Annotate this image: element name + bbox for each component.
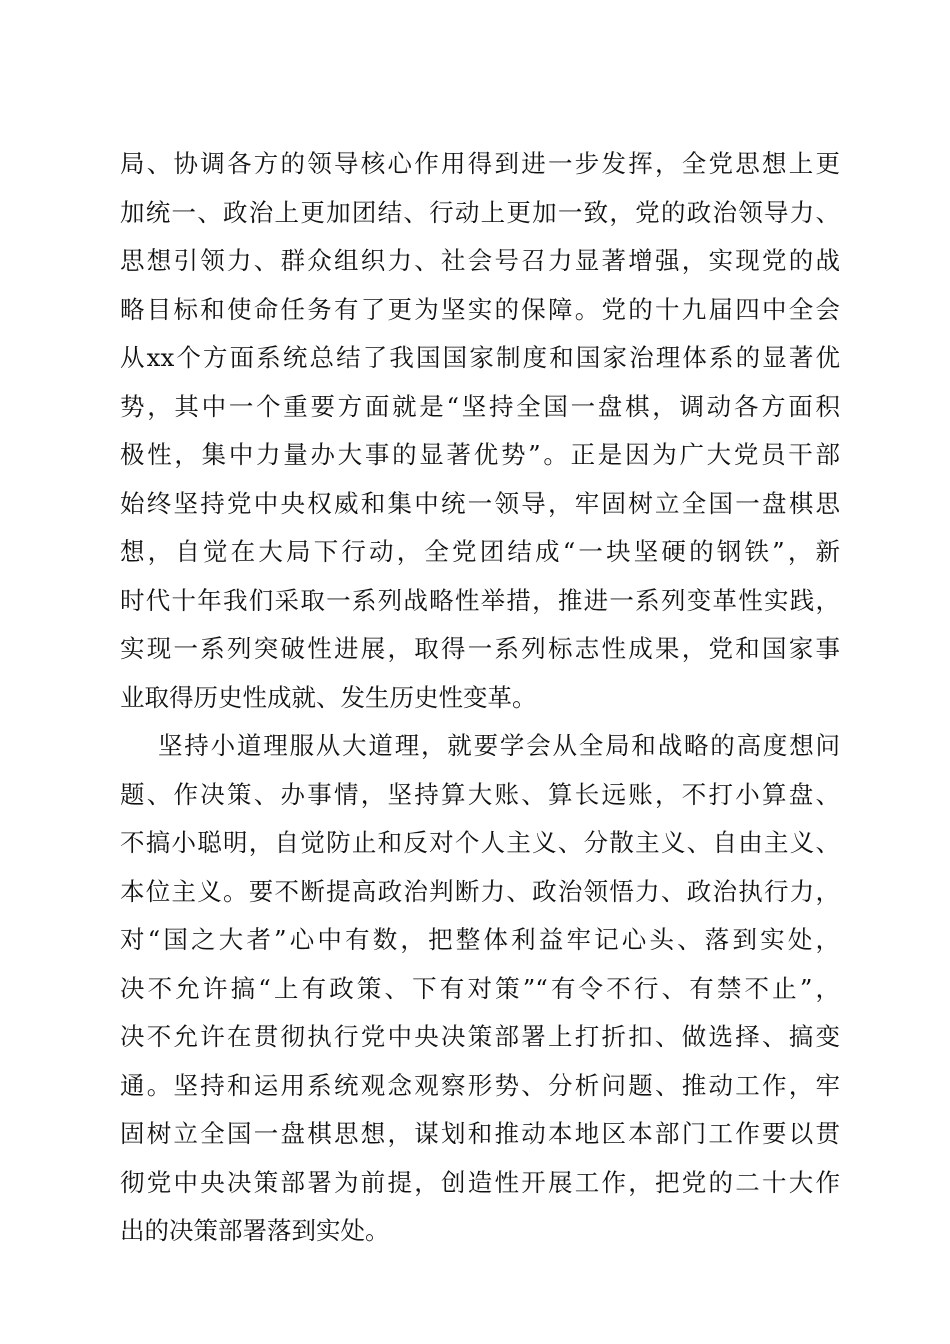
paragraph-line: 本位主义。要不断提高政治判断力、政治领悟力、政治执行力，	[120, 876, 840, 906]
paragraph-line: 势，其中一个重要方面就是“坚持全国一盘棋，调动各方面积	[120, 391, 840, 421]
paragraph-line: 极性，集中力量办大事的显著优势”。正是因为广大党员干部	[120, 440, 840, 469]
paragraph-2	[120, 722, 840, 1256]
paragraph-line: 局、协调各方的领导核心作用得到进一步发挥，全党思想上更	[120, 149, 840, 178]
paragraph-1	[120, 140, 840, 722]
paragraph-line: 想，自觉在大局下行动，全党团结成“一块坚硬的钢铁”，新	[120, 537, 840, 566]
paragraph-line: 彻党中央决策部署为前提，创造性开展工作，把党的二十大作	[120, 1167, 840, 1197]
paragraph-line: 业取得历史性成就、发生历史性变革。	[120, 682, 537, 712]
paragraph-line: 题、作决策、办事情，坚持算大账、算长远账，不打小算盘、	[120, 779, 840, 809]
paragraph-line: 通。坚持和运用系统观念观察形势、分析问题、推动工作，牢	[120, 1070, 840, 1100]
paragraph-line: 思想引领力、群众组织力、社会号召力显著增强，实现党的战	[120, 246, 840, 275]
paragraph-line: 出的决策部署落到实处。	[120, 1216, 390, 1245]
paragraph-line: 坚持小道理服从大道理，就要学会从全局和战略的高度想问	[158, 731, 840, 760]
paragraph-line: 始终坚持党中央权威和集中统一领导，牢固树立全国一盘棋思	[120, 488, 840, 518]
paragraph-line: 时代十年我们采取一系列战略性举措，推进一系列变革性实践，	[120, 585, 840, 615]
paragraph-line: 不搞小聪明，自觉防止和反对个人主义、分散主义、自由主义、	[120, 828, 840, 857]
paragraph-line: 决不允许搞“上有政策、下有对策”“有令不行、有禁不止”，	[120, 973, 840, 1003]
paragraph-line: 决不允许在贯彻执行党中央决策部署上打折扣、做选择、搞变	[120, 1022, 840, 1051]
paragraph-line: 略目标和使命任务有了更为坚实的保障。党的十九届四中全会	[120, 294, 840, 324]
paragraph-line: 对“国之大者”心中有数，把整体利益牢记心头、落到实处，	[120, 925, 840, 954]
paragraph-line: 从xx个方面系统总结了我国国家制度和国家治理体系的显著优	[120, 343, 840, 372]
document-body	[120, 140, 840, 1256]
paragraph-line: 固树立全国一盘棋思想，谋划和推动本地区本部门工作要以贯	[120, 1119, 840, 1148]
paragraph-line: 加统一、政治上更加团结、行动上更加一致，党的政治领导力、	[120, 197, 840, 227]
paragraph-line: 实现一系列突破性进展，取得一系列标志性成果，党和国家事	[120, 634, 840, 663]
